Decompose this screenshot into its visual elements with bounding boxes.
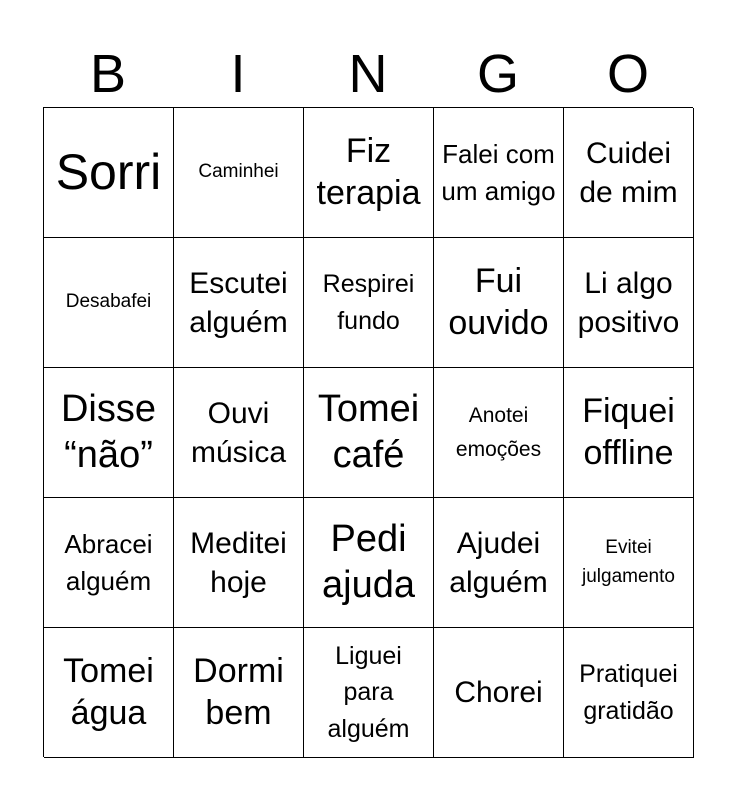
bingo-cell[interactable]	[434, 238, 564, 368]
bingo-cell[interactable]	[174, 628, 304, 758]
cell-text: Cuidei de mim	[579, 136, 678, 209]
bingo-cell[interactable]	[564, 368, 694, 498]
cell-text: Disse “não”	[60, 387, 157, 476]
bingo-cell[interactable]	[304, 108, 434, 238]
bingo-cell[interactable]	[44, 628, 174, 758]
cell-text: Anotei emoções	[455, 403, 542, 461]
bingo-cell[interactable]	[304, 498, 434, 628]
cell-text: Chorei	[454, 676, 543, 709]
cell-text: Fiquei offline	[582, 392, 675, 472]
header-letter-b: B	[89, 44, 127, 104]
bingo-cell[interactable]	[304, 628, 434, 758]
bingo-cell[interactable]	[304, 238, 434, 368]
cell-text: Falei com um amigo	[441, 139, 556, 206]
cell-text: Pratiquei gratidão	[579, 660, 678, 725]
bingo-header	[43, 40, 693, 108]
cell-text: Tomei café	[317, 387, 420, 476]
bingo-cell[interactable]	[174, 368, 304, 498]
bingo-cell[interactable]	[434, 108, 564, 238]
cell-text: Liguei para alguém	[327, 642, 410, 743]
cell-text: Meditei hoje	[190, 526, 287, 599]
cell-text: Ouvi música	[190, 396, 287, 469]
header-letter-n: N	[348, 44, 388, 104]
bingo-cell[interactable]	[434, 498, 564, 628]
bingo-cell[interactable]	[174, 108, 304, 238]
cell-text: Fui ouvido	[448, 262, 549, 342]
bingo-cell[interactable]	[434, 368, 564, 498]
cell-text: Tomei água	[63, 652, 154, 732]
bingo-cell[interactable]	[174, 238, 304, 368]
bingo-cell[interactable]	[44, 238, 174, 368]
bingo-cell[interactable]	[174, 498, 304, 628]
header-letter-i: I	[230, 44, 246, 104]
cell-text: Abracei alguém	[64, 529, 153, 596]
cell-text: Respirei fundo	[322, 270, 415, 335]
bingo-cell[interactable]	[564, 238, 694, 368]
cell-text: Li algo positivo	[577, 266, 680, 339]
bingo-cell[interactable]	[434, 628, 564, 758]
cell-text: Pedi ajuda	[322, 517, 415, 606]
cell-text: Desabafei	[65, 291, 152, 313]
header-letter-g: G	[476, 44, 519, 104]
cell-text: Ajudei alguém	[449, 526, 548, 599]
bingo-cell[interactable]	[564, 108, 694, 238]
header-letter-o: O	[606, 44, 649, 104]
cell-text: Sorri	[55, 144, 162, 201]
cell-text: Evitei julgamento	[582, 537, 675, 587]
bingo-cell[interactable]	[44, 498, 174, 628]
bingo-cell[interactable]	[304, 368, 434, 498]
bingo-cell[interactable]	[44, 108, 174, 238]
bingo-cell[interactable]	[564, 628, 694, 758]
bingo-cell[interactable]	[44, 368, 174, 498]
bingo-cell[interactable]	[564, 498, 694, 628]
cell-text: Escutei alguém	[189, 266, 288, 339]
cell-text: Caminhei	[198, 161, 279, 183]
cell-text: Fiz terapia	[316, 132, 421, 212]
bingo-board	[43, 107, 693, 757]
cell-text: Dormi bem	[193, 652, 284, 732]
